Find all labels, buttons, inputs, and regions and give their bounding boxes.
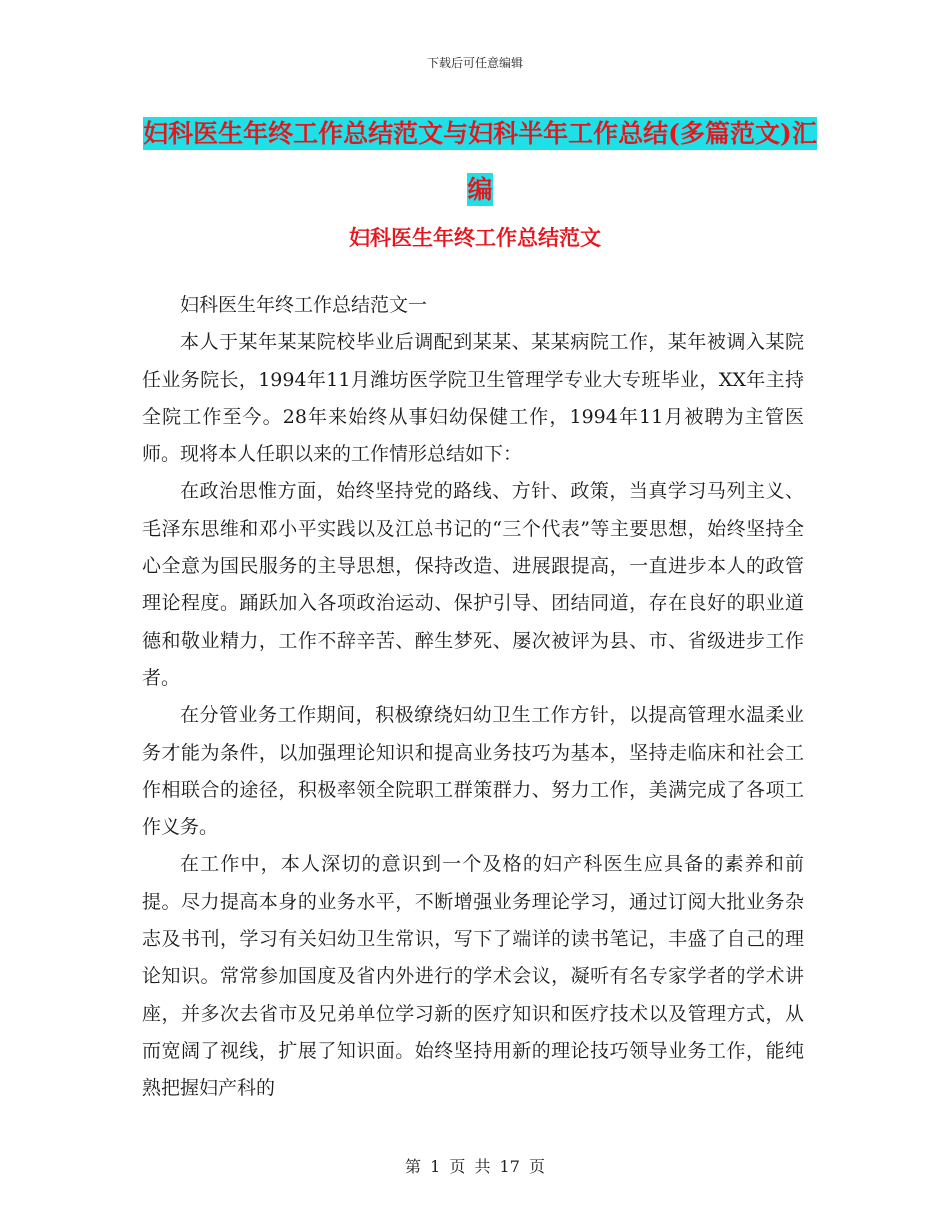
- main-title: 妇科医生年终工作总结范文与妇科半年工作总结(多篇范文)汇编: [143, 119, 817, 204]
- main-title-block: [140, 108, 820, 220]
- paragraph: 在分管业务工作期间，积极缭绕妇幼卫生工作方针，以提高管理水温柔业务才能为条件，以加强理论知识和提高业务技巧为基本，坚持走临床和社会工作相联合的途径，积极率领全院职工群策群力、努力工作，美满完成了各项工作义务。: [142, 704, 804, 839]
- page-indicator: 第 1 页 共 17 页: [405, 1157, 545, 1176]
- section-title: 妇科医生年终工作总结范文: [349, 225, 601, 250]
- paragraph-subtitle: 妇科医生年终工作总结范文一: [180, 294, 428, 316]
- header-note: 下载后可任意编辑: [426, 56, 523, 70]
- paragraph: 本人于某年某某院校毕业后调配到某某、某某病院工作，某年被调入某院任业务院长，1994年11月潍坊医学院卫生管理学专业大专班毕业，XX年主持全院工作至今。28年来始终从事妇幼保健工作，1994年11月被聘为主管医师。现将本人任职以来的工作情形总结如下：: [142, 331, 804, 466]
- paragraph: 在政治思惟方面，始终坚持党的路线、方针、政策，当真学习马列主义、毛泽东思维和邓小平实践以及江总书记的“三个代表”等主要思想，始终坚持全心全意为国民服务的主导思想，保持改造、进展跟提高，一直进步本人的政管理论程度。踊跃加入各项政治运动、保护引导、团结同道，存在良好的职业道德和敬业精力，工作不辞辛苦、醉生梦死、屡次被评为县、市、省级进步工作者。: [142, 480, 804, 689]
- paragraph: 在工作中，本人深切的意识到一个及格的妇产科医生应具备的素养和前提。尽力提高本身的业务水平，不断增强业务理论学习，通过订阅大批业务杂志及书刊，学习有关妇幼卫生常识，写下了端详的读书笔记，丰盛了自己的理论知识。常常参加国度及省内外进行的学术会议，凝听有名专家学者的学术讲座，并多次去省市及兄弟单位学习新的医疗知识和医疗技术以及管理方式，从而宽阔了视线，扩展了知识面。始终坚持用新的理论技巧领导业务工作，能纯熟把握妇产科的: [142, 853, 804, 1100]
- body-text: [142, 287, 804, 1108]
